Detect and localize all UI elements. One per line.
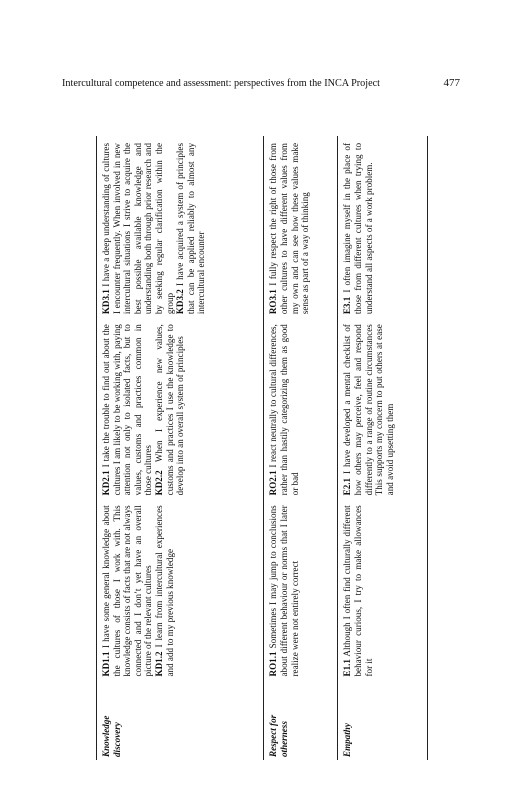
descriptor-code: E1.1 (342, 659, 353, 677)
table-row-respect-for-otherness (264, 136, 338, 760)
descriptor-code: KD3.1 (101, 289, 111, 315)
descriptor-code: E2.1 (342, 477, 353, 496)
level-cell-full (338, 136, 428, 317)
row-label: Empathy (338, 679, 428, 760)
descriptor-code: RO2.1 (268, 470, 279, 496)
level-cell-basic (97, 498, 264, 679)
level-cell-intermediate (338, 317, 428, 498)
descriptor-code: KD3.2 (175, 289, 186, 315)
descriptor-entry (101, 143, 175, 314)
descriptor-text: I fully respect the right of those from other cultures to have different values from my own and can see how these values make sense as part of a way of thinking (268, 143, 311, 315)
level-cell-basic (264, 498, 338, 679)
page-number: 477 (443, 77, 460, 89)
table-row-empathy (338, 136, 428, 760)
descriptor-text: I have developed a mental checklist of how others may perceive, feel and respond differently to a range of routine circumstances This supports my concern to put others at ease and avoid upsetting them (342, 324, 395, 496)
descriptor-entry (101, 505, 154, 676)
descriptor-entry (268, 324, 300, 495)
row-label: Respect for otherness (264, 679, 338, 760)
level-cell-intermediate (264, 317, 338, 498)
descriptor-text: I have acquired a system of principles that can be applied reliably to almost any intercultural encounter (175, 143, 207, 315)
descriptor-text: I have some general knowledge about the cultures of those I work with. This knowledge consists of facts that are not always connected and I don’t yet have an overall picture of the relevant cultures (101, 505, 154, 677)
descriptor-text: Sometimes I may jump to conclusions about different behaviour or norms that I later realize were not entirely correct (268, 505, 300, 677)
descriptor-entry (154, 505, 175, 676)
row-label: Knowledge discovery (97, 679, 264, 760)
descriptor-entry (342, 324, 395, 495)
descriptor-entry (342, 143, 374, 314)
descriptor-code: KD2.1 (101, 470, 111, 496)
descriptor-entry (175, 143, 207, 314)
level-cell-basic (338, 498, 428, 679)
table-row-knowledge-discovery (97, 136, 264, 760)
descriptor-text: I have a deep understanding of cultures I encounter frequently. When involved in new intercultural situations I strive to acquire the best possible available knowledge and understanding both through prior research and by seeking regular clarification within the group (101, 142, 175, 315)
descriptor-entry (342, 505, 374, 676)
descriptor-code: RO1.1 (268, 651, 279, 677)
descriptor-code: KD1.2 (153, 651, 164, 677)
level-cell-full (97, 136, 264, 317)
descriptor-code: KD2.2 (153, 470, 164, 496)
running-head-title: Intercultural competence and assessment: perspectives from the INCA Project (62, 78, 380, 89)
descriptor-text: Although I often find culturally different behaviour curious, I try to make allowances for it (342, 505, 374, 677)
descriptor-entry (154, 324, 186, 495)
descriptor-code: RO3.1 (268, 289, 279, 315)
competence-table (96, 136, 428, 760)
descriptor-code: KD1.1 (101, 651, 111, 677)
level-cell-full (264, 136, 338, 317)
descriptor-text: I take the trouble to find out about the cultures I am likely to be working with, paying attention not only to isolated facts, but to values, customs and practices common in those cultures (101, 324, 154, 496)
descriptor-entry (101, 324, 154, 495)
descriptor-text: I react neutrally to cultural differences, rather than hastily categorizing them as good or bad (268, 324, 300, 496)
descriptor-text: I often imagine myself in the place of those from different cultures when trying to understand all aspects of a work problem. (342, 143, 374, 315)
descriptor-entry (268, 143, 310, 314)
descriptor-text: When I experience new values, customs and practices I use the knowledge to develop into an overall system of principles (153, 324, 186, 496)
descriptor-code: E3.1 (342, 296, 353, 315)
competence-table-rotated (96, 136, 428, 760)
running-head (62, 77, 460, 89)
level-cell-intermediate (97, 317, 264, 498)
descriptor-text: I learn from intercultural experiences and add to my previous knowledge (153, 505, 175, 677)
descriptor-entry (268, 505, 300, 676)
